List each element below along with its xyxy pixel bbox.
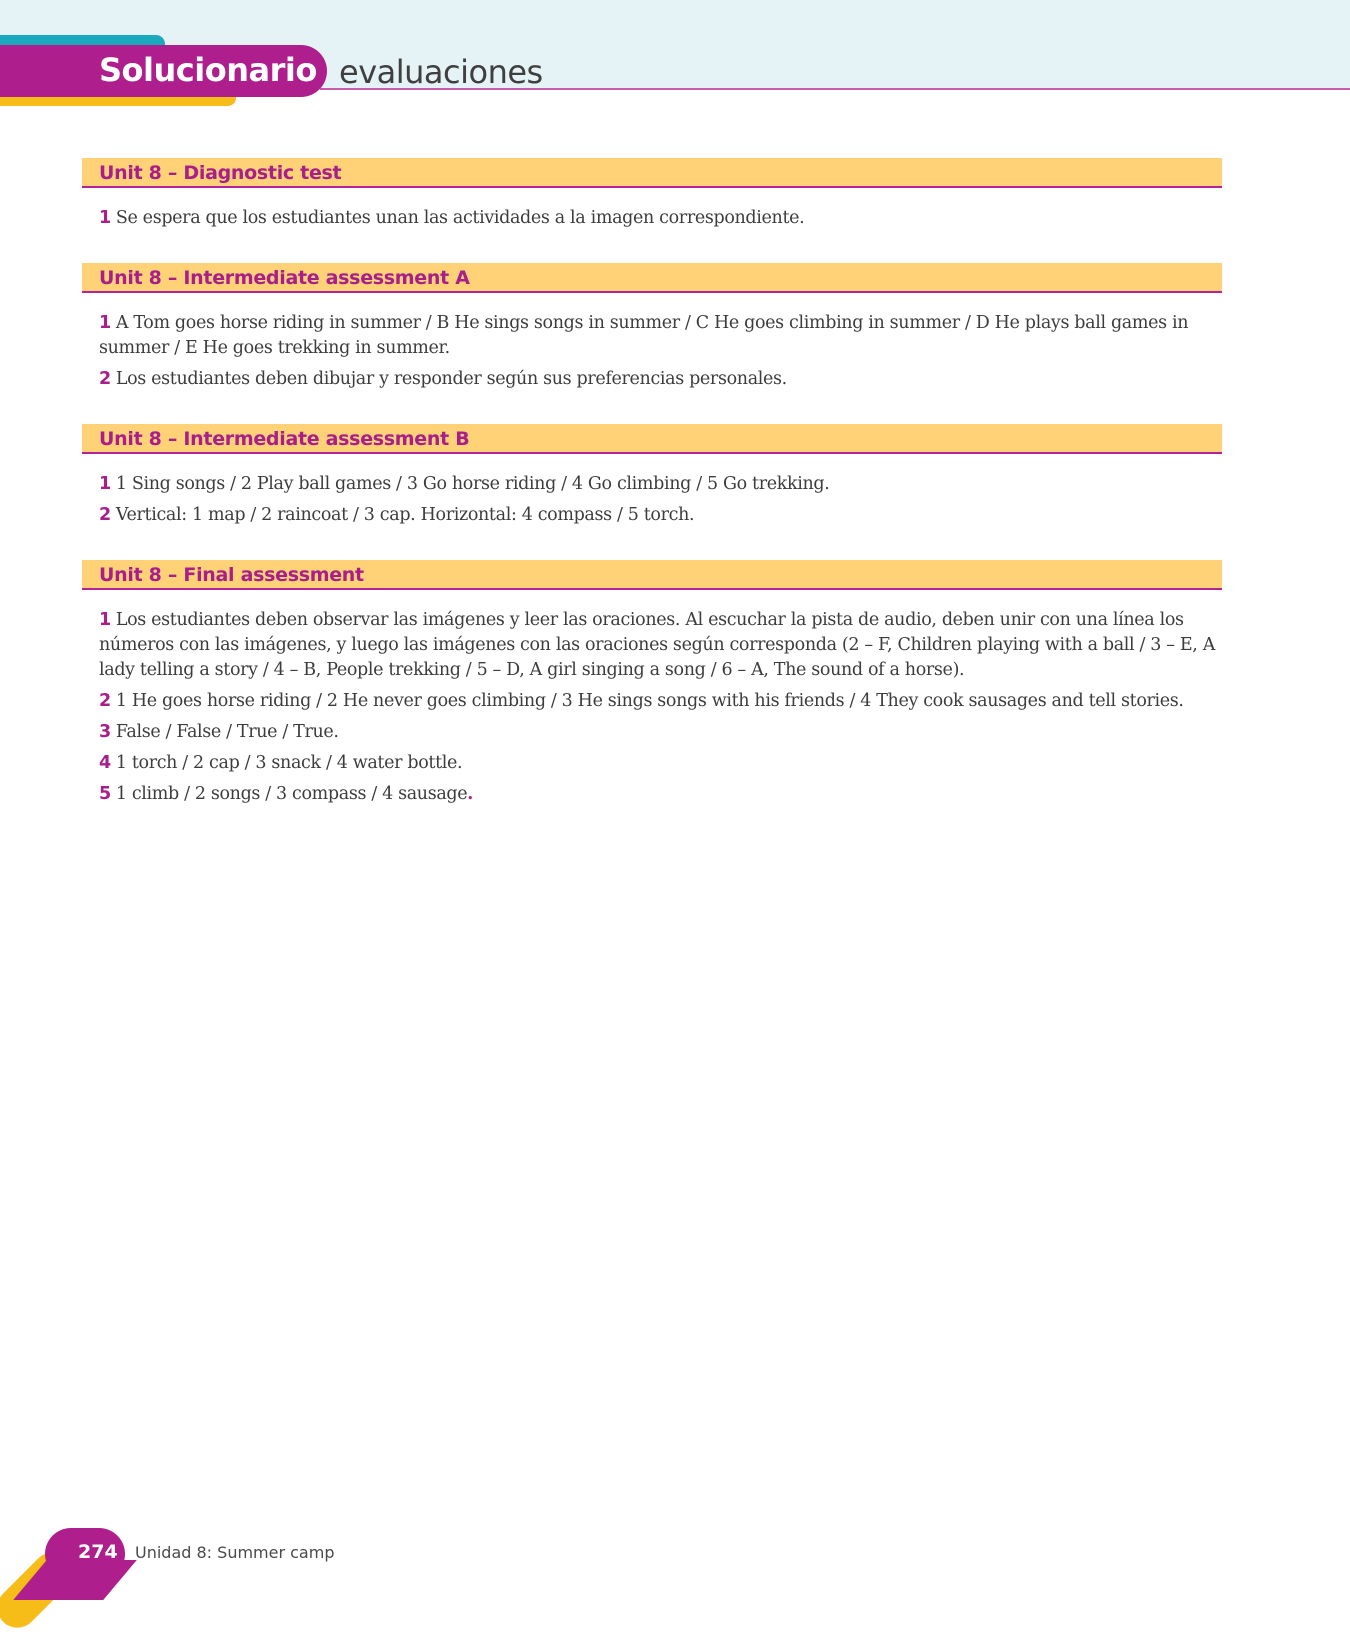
answer-number: 2 bbox=[99, 505, 111, 525]
answer-item bbox=[99, 472, 1222, 497]
answer-number: 4 bbox=[99, 753, 111, 773]
answer-text: Los estudiantes deben dibujar y responder según sus preferencias personales. bbox=[115, 369, 787, 389]
answer-item bbox=[99, 751, 1222, 776]
answer-item bbox=[99, 782, 1222, 807]
answer-item bbox=[99, 720, 1222, 745]
answer-item bbox=[99, 206, 1222, 231]
answer-number: 1 bbox=[99, 474, 111, 494]
section-intermediate-assessment-a bbox=[82, 263, 1222, 392]
section-title: Unit 8 – Final assessment bbox=[82, 560, 1222, 590]
answer-list bbox=[82, 590, 1222, 807]
answer-text: 1 torch / 2 cap / 3 snack / 4 water bottle. bbox=[115, 753, 463, 773]
answer-end-dot: . bbox=[467, 784, 474, 804]
section-final-assessment bbox=[82, 560, 1222, 807]
section-title: Unit 8 – Intermediate assessment A bbox=[82, 263, 1222, 293]
answer-text: 1 Sing songs / 2 Play ball games / 3 Go horse riding / 4 Go climbing / 5 Go trekking. bbox=[115, 474, 830, 494]
section-title: Unit 8 – Intermediate assessment B bbox=[82, 424, 1222, 454]
answer-number: 3 bbox=[99, 722, 111, 742]
answer-number: 2 bbox=[99, 691, 111, 711]
answer-number: 1 bbox=[99, 208, 111, 228]
footer-unit-label: Unidad 8: Summer camp bbox=[135, 1543, 335, 1562]
answer-number: 1 bbox=[99, 313, 111, 333]
answer-item bbox=[99, 367, 1222, 392]
section-title: Unit 8 – Diagnostic test bbox=[82, 158, 1222, 188]
answer-list bbox=[82, 454, 1222, 528]
answer-item bbox=[99, 608, 1222, 683]
answer-text: 1 climb / 2 songs / 3 compass / 4 sausage bbox=[115, 784, 468, 804]
answer-item bbox=[99, 689, 1222, 714]
page-number: 274 bbox=[78, 1541, 118, 1563]
answer-number: 2 bbox=[99, 369, 111, 389]
page-subtitle: evaluaciones bbox=[339, 53, 543, 91]
answer-text: 1 He goes horse riding / 2 He never goes climbing / 3 He sings songs with his friends / 4 They cook sausages and tell stories. bbox=[115, 691, 1184, 711]
answer-list bbox=[82, 188, 1222, 231]
answer-item bbox=[99, 311, 1222, 361]
answer-list bbox=[82, 293, 1222, 392]
section-diagnostic-test bbox=[82, 158, 1222, 231]
page-title: Solucionario bbox=[99, 51, 317, 89]
answer-text: Se espera que los estudiantes unan las actividades a la imagen correspondiente. bbox=[115, 208, 805, 228]
answer-text: Vertical: 1 map / 2 raincoat / 3 cap. Horizontal: 4 compass / 5 torch. bbox=[115, 505, 695, 525]
answer-key-content bbox=[82, 158, 1222, 839]
answer-number: 1 bbox=[99, 610, 111, 630]
answer-text: A Tom goes horse riding in summer / B He sings songs in summer / C He goes climbing in summer / D He plays ball games in summer / E He goes trekking in summer. bbox=[99, 313, 1189, 358]
section-intermediate-assessment-b bbox=[82, 424, 1222, 528]
answer-number: 5 bbox=[99, 784, 111, 804]
answer-text: Los estudiantes deben observar las imágenes y leer las oraciones. Al escuchar la pista de audio, deben unir con una línea los números con las imágenes, y luego las imágenes con las oraciones según corresponda (2 – F, Children playing with a ball / 3 – E, A lady telling a story / 4 – B, People trekking / 5 – D, A girl singing a song / 6 – A, The sound of a horse). bbox=[99, 610, 1216, 680]
answer-item bbox=[99, 503, 1222, 528]
answer-text: False / False / True / True. bbox=[115, 722, 339, 742]
